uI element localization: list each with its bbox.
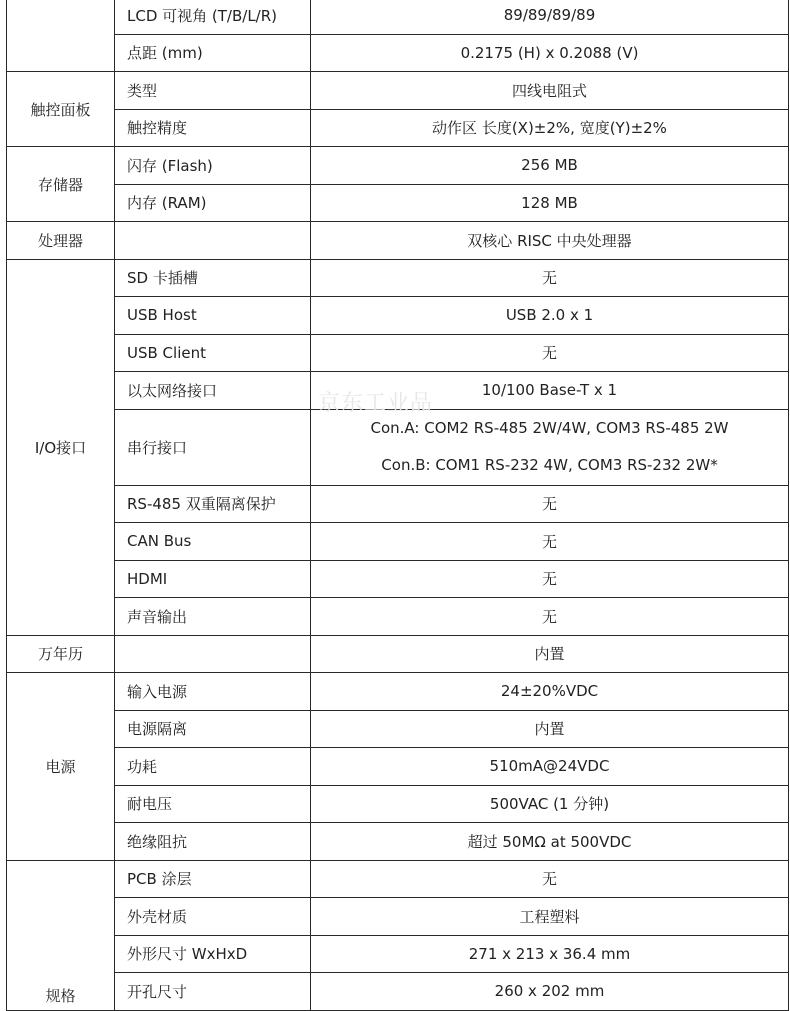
param-cell: 内存 (RAM)	[115, 184, 311, 222]
param-cell: USB Client	[115, 334, 311, 372]
value-cell: 0.2175 (H) x 0.2088 (V)	[311, 34, 789, 72]
value-cell: 10/100 Base-T x 1	[311, 372, 789, 410]
param-cell: 绝缘阻抗	[115, 823, 311, 861]
param-cell: 外壳材质	[115, 898, 311, 936]
table-row	[7, 109, 789, 147]
param-cell: 外形尺寸 WxHxD	[115, 935, 311, 973]
param-cell: 输入电源	[115, 673, 311, 711]
param-cell: 点距 (mm)	[115, 34, 311, 72]
value-cell: 24±20%VDC	[311, 673, 789, 711]
value-cell: 128 MB	[311, 184, 789, 222]
value-cell: 无	[311, 598, 789, 636]
param-cell: RS-485 双重隔离保护	[115, 485, 311, 523]
param-cell	[115, 222, 311, 260]
table-row	[7, 184, 789, 222]
group-label-cpu: 处理器	[7, 222, 115, 260]
value-cell: 超过 50MΩ at 500VDC	[311, 823, 789, 861]
table-row	[7, 485, 789, 523]
value-cell: 260 x 202 mm	[311, 973, 789, 1011]
group-label-spec: 规格	[7, 860, 115, 1010]
param-cell: 开孔尺寸	[115, 973, 311, 1011]
table-row	[7, 409, 789, 485]
table-row	[7, 147, 789, 185]
group-label-touch: 触控面板	[7, 72, 115, 147]
param-cell	[115, 635, 311, 673]
watermark-text: 京东工业品	[318, 391, 434, 416]
value-cell-multiline	[311, 409, 789, 485]
param-cell: 类型	[115, 72, 311, 110]
value-cell: 500VAC (1 分钟)	[311, 785, 789, 823]
table-row	[7, 860, 789, 898]
table-row	[7, 785, 789, 823]
table-row	[7, 823, 789, 861]
param-cell: USB Host	[115, 297, 311, 335]
group-label-rtc: 万年历	[7, 635, 115, 673]
group-cell-display	[7, 0, 115, 72]
table-row	[7, 297, 789, 335]
table-row	[7, 973, 789, 1011]
param-cell: 耐电压	[115, 785, 311, 823]
group-label-io: I/O接口	[7, 259, 115, 635]
value-cell: 89/89/89/89	[311, 0, 789, 34]
value-cell: 510mA@24VDC	[311, 748, 789, 786]
table-row	[7, 222, 789, 260]
table-row	[7, 372, 789, 410]
param-cell: 闪存 (Flash)	[115, 147, 311, 185]
value-cell: 无	[311, 334, 789, 372]
param-cell: 串行接口	[115, 409, 311, 485]
table-row	[7, 935, 789, 973]
table-row	[7, 635, 789, 673]
table-row	[7, 898, 789, 936]
param-cell: HDMI	[115, 560, 311, 598]
value-cell: 内置	[311, 635, 789, 673]
spec-table	[6, 0, 789, 1011]
param-cell: 触控精度	[115, 109, 311, 147]
table-row	[7, 523, 789, 561]
value-cell: 256 MB	[311, 147, 789, 185]
group-label-power: 电源	[7, 673, 115, 861]
table-row	[7, 334, 789, 372]
group-label-storage: 存储器	[7, 147, 115, 222]
param-cell: SD 卡插槽	[115, 259, 311, 297]
param-cell: 声音输出	[115, 598, 311, 636]
value-cell: USB 2.0 x 1	[311, 297, 789, 335]
value-cell: 无	[311, 523, 789, 561]
param-cell: CAN Bus	[115, 523, 311, 561]
value-line: Con.A: COM2 RS-485 2W/4W, COM3 RS-485 2W	[370, 418, 729, 437]
table-row	[7, 34, 789, 72]
table-row	[7, 710, 789, 748]
value-cell: 四线电阻式	[311, 72, 789, 110]
table-row	[7, 560, 789, 598]
value-cell: 双核心 RISC 中央处理器	[311, 222, 789, 260]
value-cell: 动作区 长度(X)±2%, 宽度(Y)±2%	[311, 109, 789, 147]
table-row	[7, 598, 789, 636]
table-row	[7, 0, 789, 34]
value-cell: 271 x 213 x 36.4 mm	[311, 935, 789, 973]
table-row	[7, 259, 789, 297]
value-cell: 无	[311, 259, 789, 297]
param-cell: 以太网络接口	[115, 372, 311, 410]
value-cell: 无	[311, 560, 789, 598]
table-row	[7, 748, 789, 786]
param-cell: 电源隔离	[115, 710, 311, 748]
table-row	[7, 673, 789, 711]
value-cell: 无	[311, 860, 789, 898]
table-row	[7, 72, 789, 110]
value-cell: 工程塑料	[311, 898, 789, 936]
param-cell: 功耗	[115, 748, 311, 786]
value-cell: 内置	[311, 710, 789, 748]
value-line: Con.B: COM1 RS-232 4W, COM3 RS-232 2W*	[381, 456, 718, 474]
value-cell: 无	[311, 485, 789, 523]
param-cell: LCD 可视角 (T/B/L/R)	[115, 0, 311, 34]
param-cell: PCB 涂层	[115, 860, 311, 898]
